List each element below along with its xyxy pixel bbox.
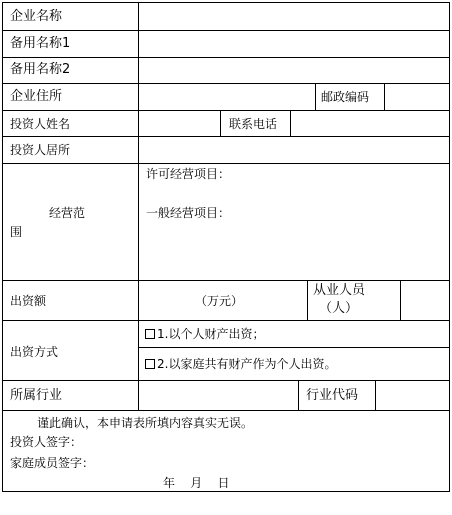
- business-scope-label: 经营范: [49, 206, 86, 220]
- date-line: 年 月 日: [163, 476, 230, 490]
- postal-code-field[interactable]: [386, 85, 448, 109]
- row-divider: [139, 347, 450, 348]
- address-field[interactable]: [140, 85, 314, 109]
- option-2-checkbox[interactable]: [145, 359, 155, 369]
- cell-divider: [375, 380, 376, 410]
- address-label: 企业住所: [10, 89, 63, 104]
- column-divider: [138, 2, 139, 410]
- family-signature-field[interactable]: [105, 455, 305, 471]
- cell-divider: [384, 83, 385, 110]
- alt-name-1-field[interactable]: [140, 32, 448, 56]
- investor-residence-field[interactable]: [140, 138, 448, 162]
- licensed-items-field[interactable]: [140, 185, 448, 201]
- phone-label: 联系电话: [229, 117, 278, 131]
- company-name-label: 企业名称: [10, 9, 63, 24]
- contribution-method-label: 出资方式: [10, 345, 59, 359]
- cell-divider: [298, 380, 299, 410]
- option-2-text: 2.以家庭共有财产作为个人出资。: [157, 357, 337, 371]
- capital-field[interactable]: [140, 282, 190, 319]
- row-divider: [2, 136, 450, 137]
- cell-divider: [315, 83, 316, 110]
- industry-label: 所属行业: [10, 388, 63, 403]
- investor-signature-label: 投资人签字：: [10, 435, 83, 449]
- investor-signature-field[interactable]: [90, 434, 290, 450]
- employees-unit: （人）: [319, 301, 359, 316]
- investor-name-field[interactable]: [140, 112, 219, 135]
- option-1-text: 1.以个人财产出资；: [157, 327, 265, 341]
- employees-label: 从业人员: [313, 283, 366, 298]
- option-1-checkbox[interactable]: [145, 329, 155, 339]
- row-divider: [2, 410, 450, 411]
- row-divider: [2, 83, 450, 84]
- general-items-label: 一般经营项目：: [146, 206, 231, 220]
- cell-divider: [220, 110, 221, 136]
- industry-code-field[interactable]: [377, 382, 448, 409]
- general-items-field[interactable]: [140, 222, 448, 278]
- alt-name-1-label: 备用名称1: [10, 36, 71, 51]
- phone-field[interactable]: [292, 112, 448, 135]
- investor-name-label: 投资人姓名: [10, 117, 71, 131]
- option-2[interactable]: [145, 356, 336, 372]
- company-name-field[interactable]: [140, 4, 448, 29]
- declaration-text: 谨此确认，本申请表所填内容真实无误。: [37, 416, 254, 430]
- row-divider: [2, 110, 450, 111]
- option-1[interactable]: [145, 326, 264, 342]
- investor-residence-label: 投资人居所: [10, 143, 71, 157]
- row-divider: [2, 163, 450, 164]
- industry-field[interactable]: [140, 382, 297, 409]
- cell-divider: [307, 280, 308, 320]
- alt-name-2-label: 备用名称2: [10, 62, 71, 77]
- capital-label: 出资额: [10, 294, 47, 308]
- business-scope-label-cont: 围: [10, 225, 23, 239]
- cell-divider: [290, 110, 291, 136]
- industry-code-label: 行业代码: [306, 388, 359, 403]
- row-divider: [2, 320, 450, 321]
- alt-name-2-field[interactable]: [140, 59, 448, 82]
- licensed-items-label: 许可经营项目：: [146, 167, 231, 181]
- family-signature-label: 家庭成员签字：: [10, 456, 95, 470]
- employees-field[interactable]: [402, 282, 448, 319]
- row-divider: [2, 380, 450, 381]
- row-divider: [2, 280, 450, 281]
- postal-code-label: 邮政编码: [321, 90, 370, 104]
- row-divider: [2, 30, 450, 31]
- cell-divider: [400, 280, 401, 320]
- row-divider: [2, 57, 450, 58]
- capital-unit: （万元）: [195, 294, 244, 308]
